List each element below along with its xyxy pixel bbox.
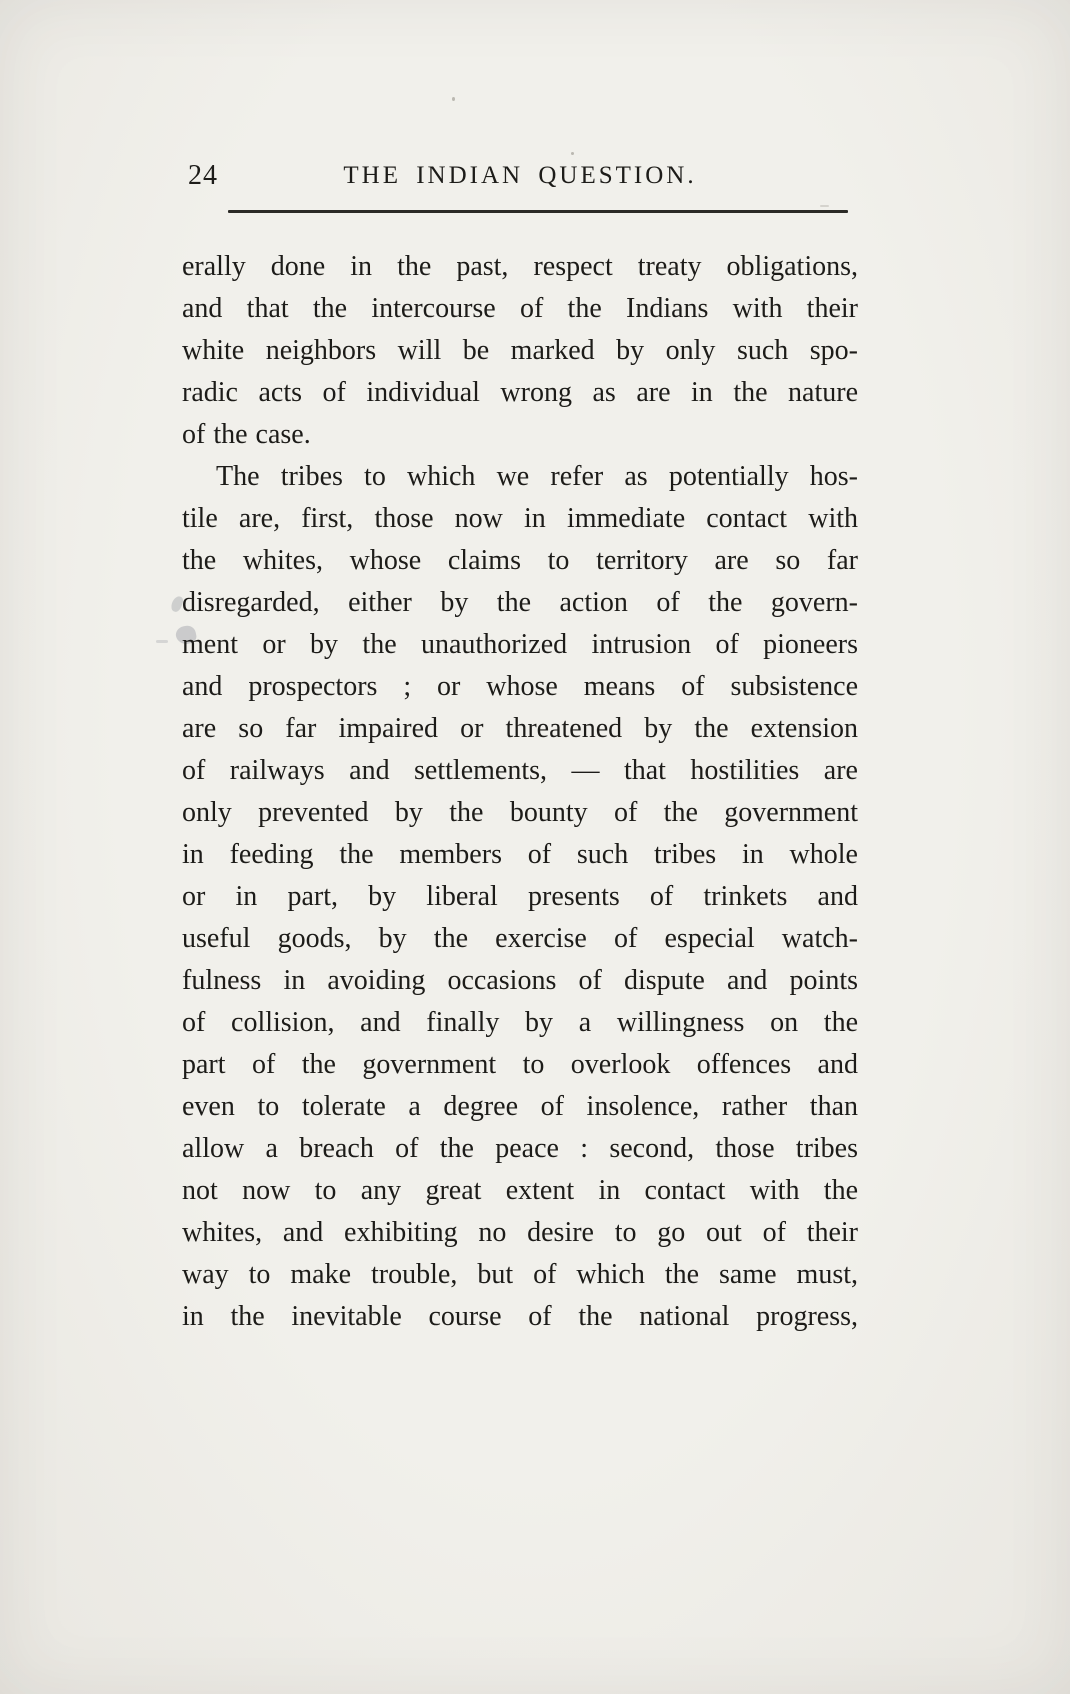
text-line: only prevented by the bounty of the government: [182, 797, 858, 828]
page-body: [182, 246, 858, 1338]
text-line: The tribes to which we refer as potentially hos-: [216, 461, 858, 492]
ink-smudge: [156, 640, 168, 643]
page-header: [182, 156, 858, 198]
text-line: of collision, and finally by a willingness on the: [182, 1007, 858, 1038]
text-line: in the inevitable course of the national progress,: [182, 1301, 858, 1332]
text-line: ment or by the unauthorized intrusion of pioneers: [182, 629, 858, 660]
text-line: tile are, first, those now in immediate contact with: [182, 503, 858, 534]
scan-speck: [452, 97, 455, 101]
page-content: [182, 156, 858, 1338]
paragraph: [182, 456, 858, 1338]
text-line: allow a breach of the peace : second, those tribes: [182, 1133, 858, 1164]
text-line: white neighbors will be marked by only such spo-: [182, 335, 858, 366]
text-line: the whites, whose claims to territory are so far: [182, 545, 858, 576]
text-line: not now to any great extent in contact with the: [182, 1175, 858, 1206]
text-line: disregarded, either by the action of the govern-: [182, 587, 858, 618]
text-line: even to tolerate a degree of insolence, rather than: [182, 1091, 858, 1122]
text-line: fulness in avoiding occasions of dispute and points: [182, 965, 858, 996]
text-line: are so far impaired or threatened by the extension: [182, 713, 858, 744]
text-line: whites, and exhibiting no desire to go out of their: [182, 1217, 858, 1248]
running-title: THE INDIAN QUESTION.: [343, 162, 697, 189]
header-rule: [228, 210, 848, 213]
text-line: and that the intercourse of the Indians with their: [182, 293, 858, 324]
page-number: 24: [188, 160, 218, 191]
text-line: and prospectors ; or whose means of subsistence: [182, 671, 858, 702]
text-line: of the case.: [182, 419, 311, 450]
text-line: of railways and settlements, — that hostilities are: [182, 755, 858, 786]
text-line: useful goods, by the exercise of especial watch-: [182, 923, 858, 954]
text-line: erally done in the past, respect treaty obligations,: [182, 251, 858, 282]
paragraph: [182, 246, 858, 456]
text-line: way to make trouble, but of which the same must,: [182, 1259, 858, 1290]
scan-speck: [571, 152, 574, 155]
text-line: or in part, by liberal presents of trinkets and: [182, 881, 858, 912]
text-line: radic acts of individual wrong as are in the nature: [182, 377, 858, 408]
text-line: part of the government to overlook offences and: [182, 1049, 858, 1080]
text-line: in feeding the members of such tribes in whole: [182, 839, 858, 870]
